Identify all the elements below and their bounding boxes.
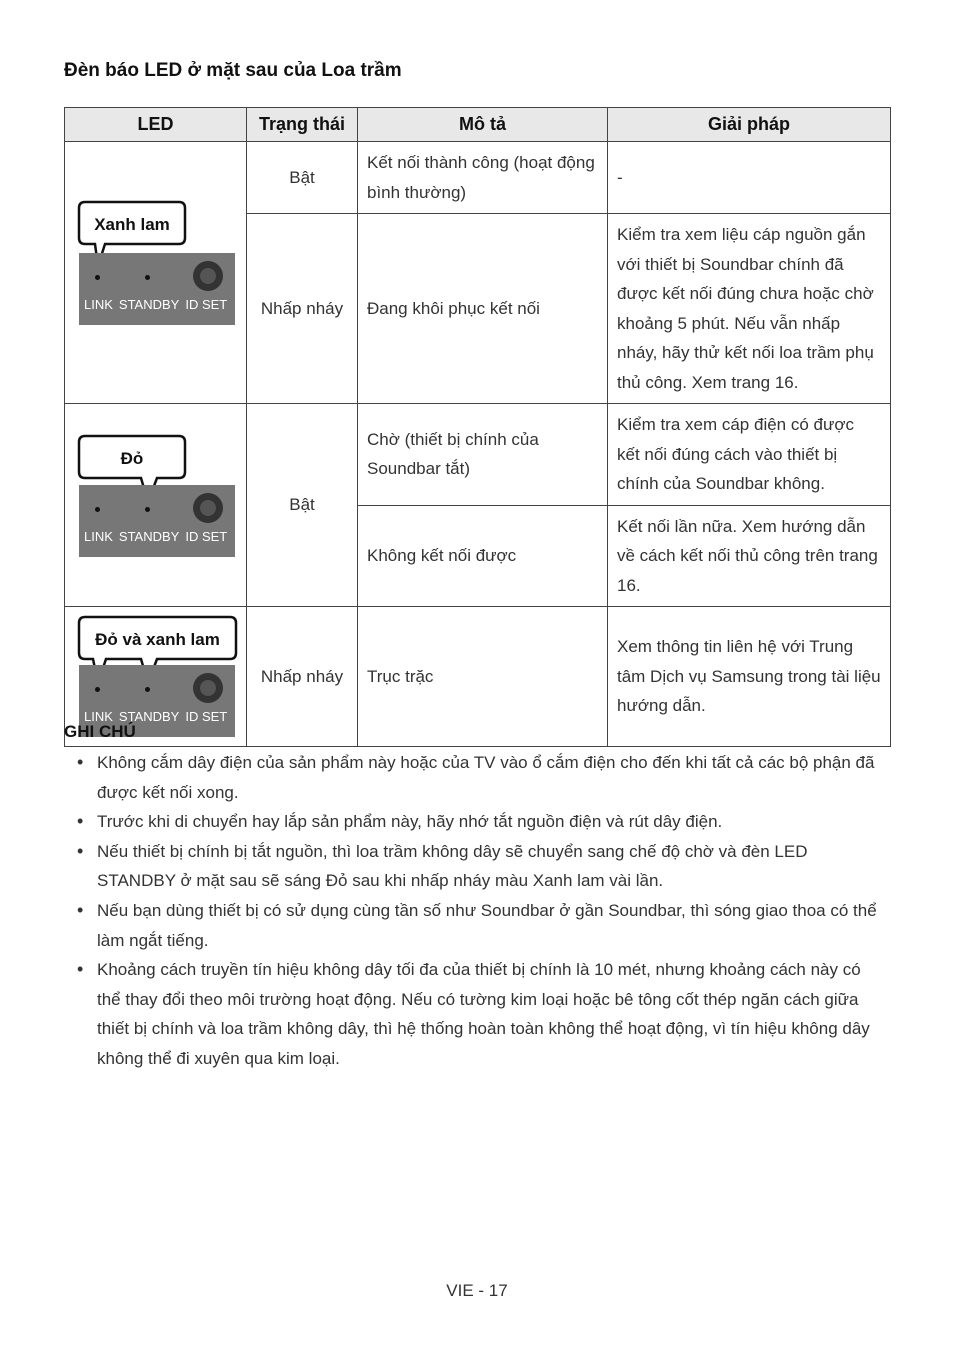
solution-cell: Kiểm tra xem cáp điện có được kết nối đúng cách vào thiết bị chính của Soundbar không. (608, 404, 891, 506)
standby-led-icon (145, 275, 150, 280)
id-set-button-icon (193, 673, 223, 703)
header-status: Trạng thái (247, 108, 358, 142)
table-header-row (65, 108, 891, 142)
subwoofer-rear-panel (79, 485, 235, 557)
subwoofer-rear-panel (79, 253, 235, 325)
led-illustration-red (65, 404, 247, 588)
status-cell: Nhấp nháy (247, 607, 358, 747)
list-item: • Khoảng cách truyền tín hiệu không dây tối đa của thiết bị chính là 10 mét, nhưng khoảng cách này có thể thay đổi theo môi trường hoạt động. Nếu có tường kim loại hoặc bê tông cốt thép ngăn cách giữa thiết bị chính và loa trầm không dây, thì hệ thống hoàn toàn không thể hoạt động, vì tín hiệu không dây không thể đi xuyên qua kim loại. (64, 955, 884, 1073)
status-cell: Bật (247, 404, 358, 607)
description-cell: Chờ (thiết bị chính của Soundbar tắt) (358, 404, 608, 506)
solution-cell: Xem thông tin liên hệ với Trung tâm Dịch vụ Samsung trong tài liệu hướng dẫn. (608, 607, 891, 747)
link-led-icon (95, 275, 100, 280)
led-cell-red (65, 404, 247, 607)
description-cell: Trục trặc (358, 607, 608, 747)
status-cell: Bật (247, 142, 358, 214)
led-label-red-blue: Đỏ và xanh lam (95, 630, 220, 649)
standby-led-icon (145, 507, 150, 512)
solution-cell: - (608, 142, 891, 214)
panel-label-link: LINK (84, 528, 113, 544)
panel-label-id-set: ID SET (185, 296, 228, 312)
description-cell: Đang khôi phục kết nối (358, 214, 608, 404)
panel-label-id-set: ID SET (185, 708, 228, 724)
panel-label-link: LINK (84, 708, 113, 724)
panel-label-standby: STANDBY (118, 296, 180, 312)
list-item: • Trước khi di chuyển hay lắp sản phẩm này, hãy nhớ tắt nguồn điện và rút dây điện. (64, 807, 884, 837)
panel-label-id-set: ID SET (185, 528, 228, 544)
list-item: • Nếu thiết bị chính bị tắt nguồn, thì loa trầm không dây sẽ chuyển sang chế độ chờ và đèn LED STANDBY ở mặt sau sẽ sáng Đỏ sau khi nhấp nháy màu Xanh lam vài lần. (64, 837, 884, 896)
solution-cell: Kết nối lần nữa. Xem hướng dẫn về cách kết nối thủ công trên trang 16. (608, 505, 891, 607)
header-led: LED (65, 108, 247, 142)
id-set-button-icon (193, 261, 223, 291)
notes-title: GHI CHÚ (64, 722, 136, 741)
section-title: Đèn báo LED ở mặt sau của Loa trầm (64, 60, 402, 81)
solution-cell: Kiểm tra xem liệu cáp nguồn gắn với thiết bị Soundbar chính đã được kết nối đúng chưa hoặc chờ khoảng 5 phút. Nếu vẫn nhấp nháy, hãy thử kết nối loa trầm phụ thủ công. Xem trang 16. (608, 214, 891, 404)
status-cell: Nhấp nháy (247, 214, 358, 404)
list-item: • Không cắm dây điện của sản phẩm này hoặc của TV vào ổ cắm điện cho đến khi tất cả các bộ phận đã được kết nối xong. (64, 748, 884, 807)
led-illustration-blue (65, 142, 247, 385)
table-row (65, 404, 891, 506)
led-label-blue: Xanh lam (94, 215, 170, 234)
id-set-button-icon (193, 493, 223, 523)
list-item: • Nếu bạn dùng thiết bị có sử dụng cùng tần số như Soundbar ở gần Soundbar, thì sóng giao thoa có thể làm ngắt tiếng. (64, 896, 884, 955)
panel-label-standby: STANDBY (118, 708, 180, 724)
table-row (65, 607, 891, 747)
header-solution: Giải pháp (608, 108, 891, 142)
panel-label-standby: STANDBY (118, 528, 180, 544)
link-led-icon (95, 507, 100, 512)
description-cell: Không kết nối được (358, 505, 608, 607)
standby-led-icon (145, 687, 150, 692)
led-label-red: Đỏ (120, 449, 144, 468)
header-description: Mô tả (358, 108, 608, 142)
table-row (65, 142, 891, 214)
led-status-table (64, 107, 891, 747)
page-number: VIE - 17 (446, 1281, 508, 1300)
link-led-icon (95, 687, 100, 692)
led-cell-blue (65, 142, 247, 404)
notes-list (64, 748, 884, 1074)
description-cell: Kết nối thành công (hoạt động bình thường) (358, 142, 608, 214)
panel-label-link: LINK (84, 296, 113, 312)
